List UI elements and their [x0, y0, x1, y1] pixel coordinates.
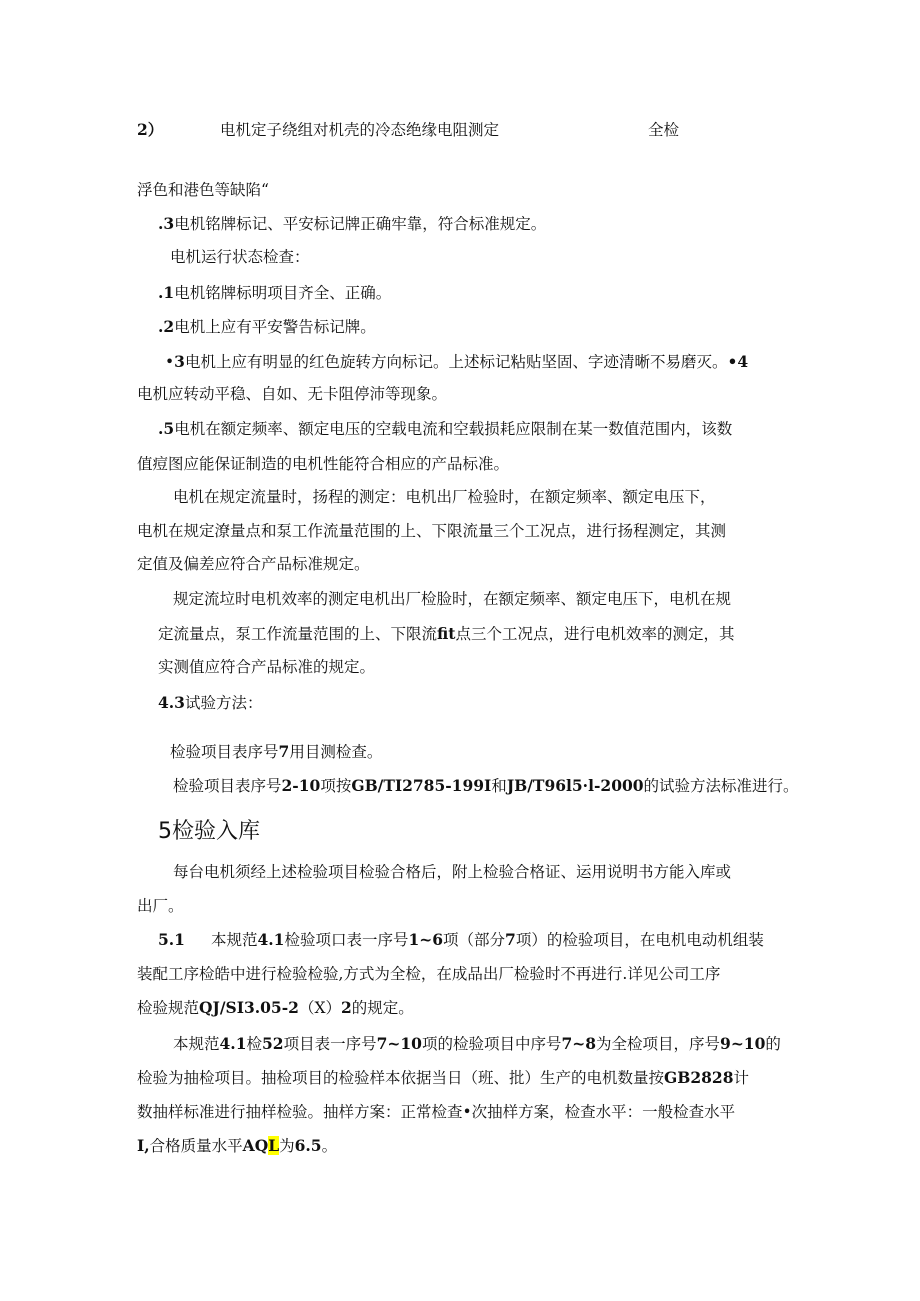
text-line: •3电机上应有明显的红色旋转方向标记。上述标记粘贴坚固、字迹清晰不易磨灭。•4	[165, 352, 749, 371]
text-line: .2电机上应有平安警告标记牌。	[158, 317, 376, 336]
text-line: 定值及偏差应符合产品标准规定。	[137, 555, 370, 573]
text-line: 电机应转动平稳、自如、无卡阻停沛等现象。	[137, 385, 448, 403]
text-line: 定流量点，泵工作流量范围的上、下限流fit点三个工况点，进行电机效率的测定，其	[158, 624, 735, 643]
text-line: 数抽样标准进行抽样检验。抽样方案：正常检查•次抽样方案，检查水平：一般检查水平	[137, 1103, 736, 1121]
text-line: .1电机铭牌标明项目齐全、正确。	[158, 283, 392, 302]
text-line: .3电机铭牌标记、平安标记牌正确牢靠，符合标准规定。	[158, 214, 547, 233]
text-line: 检验规范QJ/SI3.05-2（X）2的规定。	[137, 998, 414, 1017]
text-line: I,合格质量水平AQL为6.5。	[137, 1136, 338, 1155]
text-line: 浮色和港色等缺陷“	[137, 181, 269, 199]
section-5-heading: 5检验入库	[158, 819, 260, 844]
row-insulation-test: 2）	[137, 120, 164, 139]
text-line: 5.1 本规范4.1检验项口表一序号1~6项（部分7项）的检验项目，在电机电动机组装	[158, 930, 764, 949]
text-line: 检验为抽检项目。抽检项目的检验样本依据当日（班、批）生产的电机数量按GB2828计	[137, 1068, 750, 1087]
text-line: 电机在规定潦量点和泵工作流量范围的上、下限流量三个工况点，进行扬程测定，其测	[137, 522, 727, 540]
text-line: 电机在规定流量时，扬程的测定：电机出厂检验时，在额定频率、额定电压下，	[173, 488, 716, 506]
section-heading: 电机运行状态检查：	[170, 248, 310, 266]
text-line: 出厂。	[137, 897, 184, 915]
text-line: 值痘图应能保证制造的电机性能符合相应的产品标准。	[137, 455, 510, 473]
text-line: 装配工序检皓中进行检验检验,方式为全检，在成品出厂检验时不再进行.详见公司工序	[137, 965, 721, 983]
text-line: 每台电机须经上述检验项目检验合格后，附上检验合格证、运用说明书方能入库或	[173, 863, 732, 881]
text-line: 检验项目表序号7用目测检查。	[170, 742, 383, 761]
full-inspection-label: 全检	[648, 121, 680, 139]
text-line: 检验项目表序号2-10项按GB/TI2785-199I和JB/T96l5·l-2000的试验方法标准进行。	[173, 776, 799, 795]
test-method-heading: 4.3试验方法：	[158, 693, 263, 712]
text-line: 实测值应符合产品标准的规定。	[158, 658, 376, 676]
text-line: .5电机在额定频率、额定电压的空载电流和空载损耗应限制在某一数值范围内，该数	[158, 419, 733, 438]
text-line: 规定流垃时电机效率的测定电机出厂检脸时，在额定频率、额定电压下，电机在规	[173, 590, 732, 608]
insulation-test-text: 电机定子绕组对机壳的冷态绝缘电阻测定	[220, 121, 500, 139]
highlighted-text: L	[268, 1136, 280, 1155]
text-line: 本规范4.1检52项目表一序号7~10项的检验项目中序号7~8为全检项目，序号9~10的	[173, 1034, 781, 1053]
